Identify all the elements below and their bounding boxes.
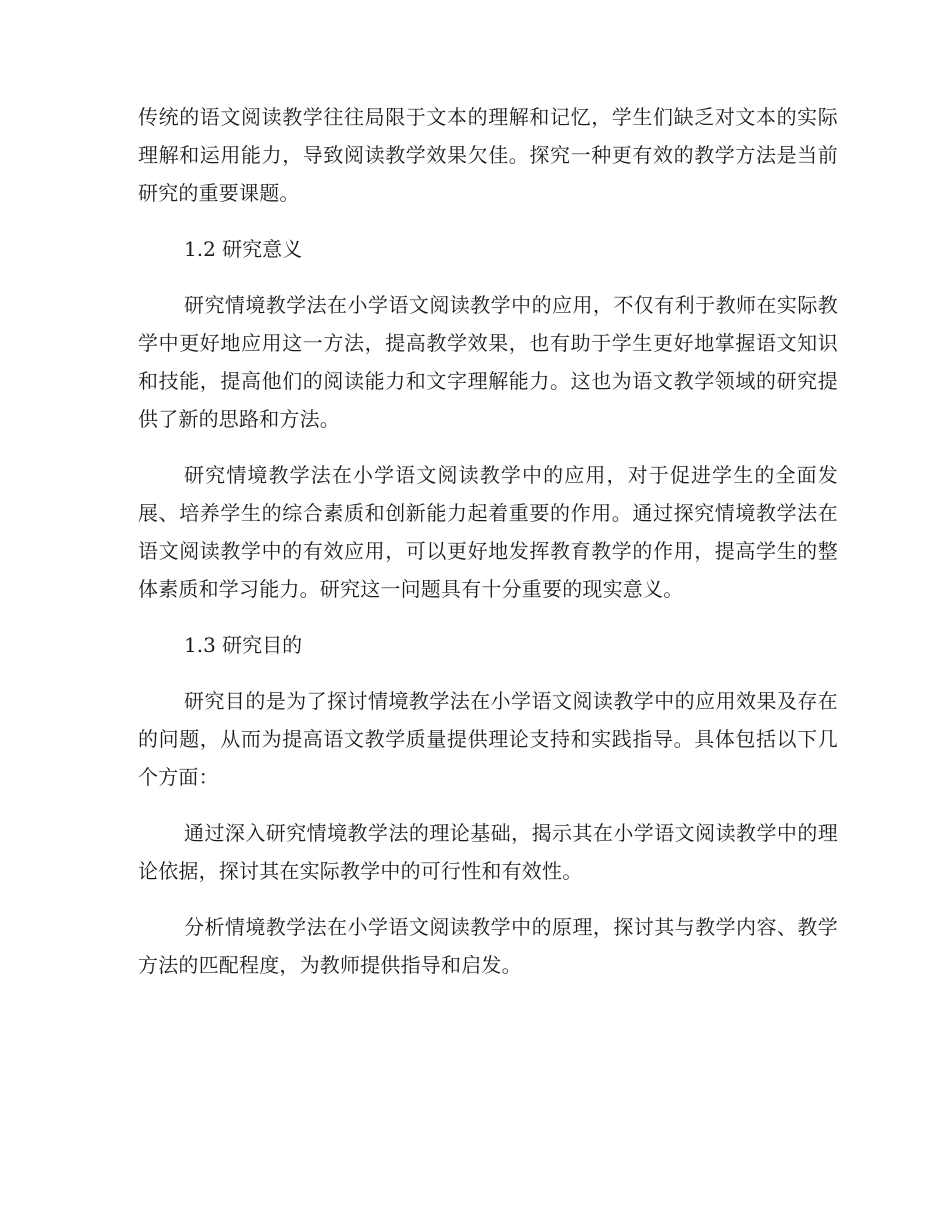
paragraph-significance-1: 研究情境教学法在小学语文阅读教学中的应用，不仅有利于教师在实际教学中更好地应用这一方法，提高教学效果，也有助于学生更好地掌握语文知识和技能，提高他们的阅读能力和文字理解能力。这也为语文教学领域的研究提供了新的思路和方法。 <box>138 293 838 431</box>
paragraph-purpose-1: 研究目的是为了探讨情境教学法在小学语文阅读教学中的应用效果及存在的问题，从而为提高语文教学质量提供理论支持和实践指导。具体包括以下几个方面： <box>138 689 838 789</box>
paragraph-purpose-2: 通过深入研究情境教学法的理论基础，揭示其在小学语文阅读教学中的理论依据，探讨其在实际教学中的可行性和有效性。 <box>138 821 838 883</box>
paragraph-significance-2: 研究情境教学法在小学语文阅读教学中的应用，对于促进学生的全面发展、培养学生的综合素质和创新能力起着重要的作用。通过探究情境教学法在语文阅读教学中的有效应用，可以更好地发挥教育教学的作用，提高学生的整体素质和学习能力。研究这一问题具有十分重要的现实意义。 <box>138 463 838 601</box>
document-body <box>138 98 838 1002</box>
paragraph-intro: 传统的语文阅读教学往往局限于文本的理解和记忆，学生们缺乏对文本的实际理解和运用能力，导致阅读教学效果欠佳。探究一种更有效的教学方法是当前研究的重要课题。 <box>138 105 838 205</box>
paragraph-purpose-3: 分析情境教学法在小学语文阅读教学中的原理，探讨其与教学内容、教学方法的匹配程度，为教师提供指导和启发。 <box>138 915 838 977</box>
section-heading-1-2: 1.2 研究意义 <box>184 237 303 261</box>
section-heading-1-3: 1.3 研究目的 <box>184 633 303 657</box>
